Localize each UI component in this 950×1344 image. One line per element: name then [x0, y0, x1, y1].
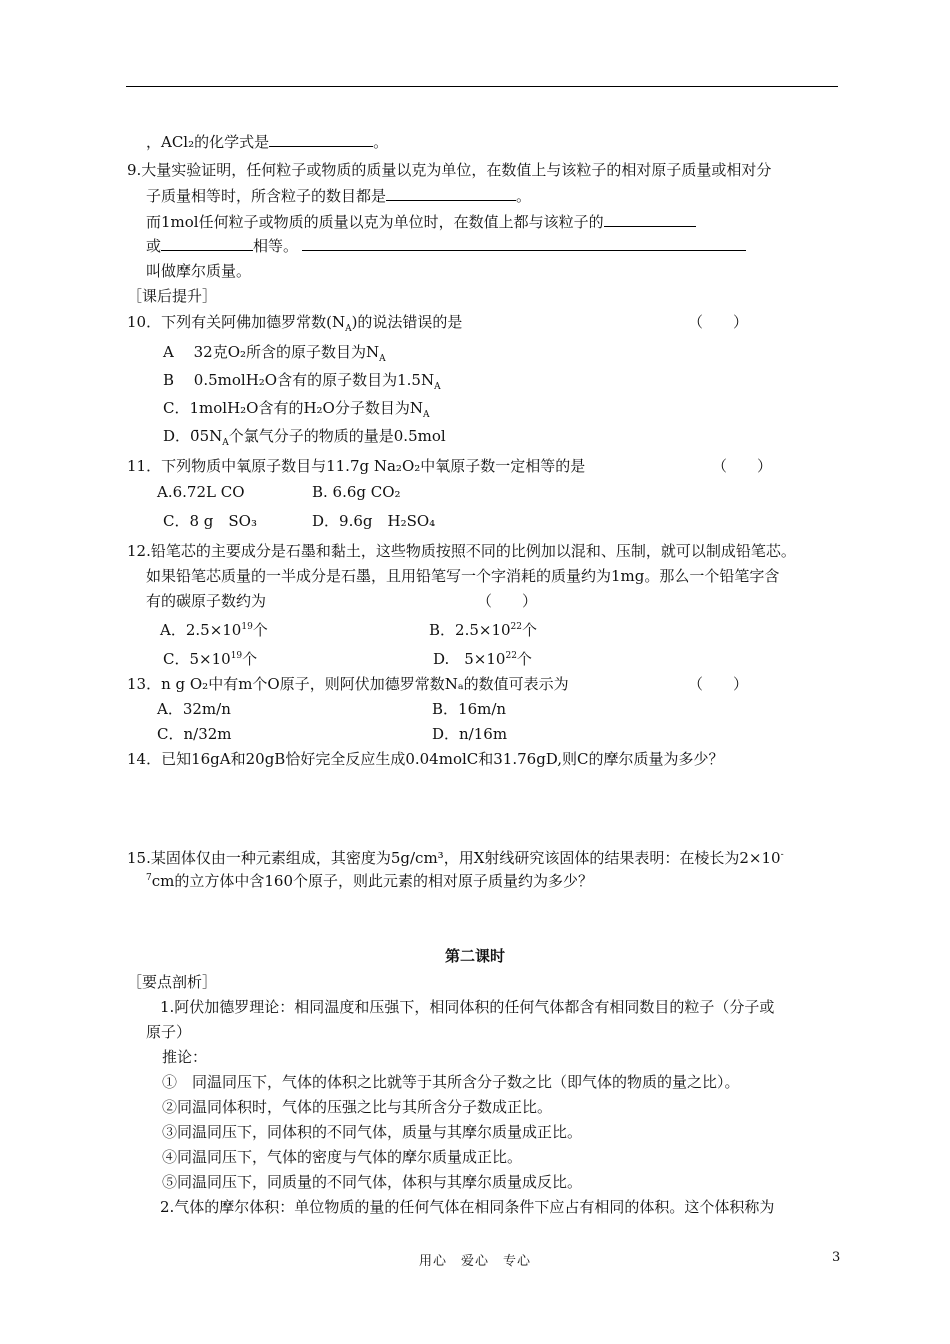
- q11-option-b: B. 6.6g CO₂: [312, 483, 401, 501]
- kp1-line1: 1.阿伏加德罗理论：相同温度和压强下，相同体积的任何气体都含有相同数目的粒子（分子或: [160, 998, 775, 1016]
- answer-blank: [386, 186, 516, 201]
- answer-blank: [269, 132, 373, 147]
- q10-stem: 10．下列有关阿佛加德罗常数$(N_A)$的说法错误的是: [127, 313, 463, 334]
- q13-option-d: D．n/16m: [432, 725, 508, 743]
- answer-blank: [604, 212, 696, 227]
- key-points-header: ［要点剖析］: [127, 973, 218, 991]
- q10-option-d: D．$0̄5N_A$个氯气分子的物质的量是0.5mol: [163, 427, 446, 448]
- q12-line2: 如果铅笔芯质量的一半成分是石墨，且用铅笔写一个字消耗的质量约为1mg。那么一个铅笔字含: [146, 567, 780, 585]
- page-number: 3: [832, 1250, 841, 1265]
- inference-3: ③同温同压下，同体积的不同气体，质量与其摩尔质量成正比。: [162, 1123, 583, 1141]
- q9-line3: 而1mol任何粒子或物质的质量以克为单位时，在数值上都与该粒子的: [146, 212, 696, 232]
- q13-option-c: C．n/32m: [157, 725, 232, 743]
- q12-option-c: C．$5\times 10^{19}$个: [163, 650, 258, 668]
- q12-line3: 有的碳原子数约为: [146, 592, 267, 610]
- lesson-title: 第二课时: [444, 947, 505, 965]
- q15-line1: 15.某固体仅由一种元素组成，其密度为5g/cm³，用X射线研究该固体的结果表明：在棱长为2×10-: [127, 849, 784, 867]
- inference-1: ① 同温同压下，气体的体积之比就等于其所含分子数之比（即气体的物质的量之比）。: [162, 1073, 740, 1091]
- q11-option-c: C．8 g SO₃: [163, 512, 257, 530]
- q15-line2: $^7$cm的立方体中含160个原子，则此元素的相对原子质量约为多少？: [146, 872, 593, 890]
- q13-answer-paren: （ ）: [688, 675, 749, 693]
- q9-line2: 子质量相等时，所含粒子的数目都是 。: [146, 187, 532, 205]
- inference-label: 推论：: [162, 1048, 208, 1066]
- inference-2: ②同温同体积时，气体的压强之比与其所含分子数成正比。: [162, 1098, 553, 1116]
- q13-option-a: A．32m/n: [157, 700, 231, 718]
- q12-answer-paren: （ ）: [477, 592, 538, 610]
- q10-option-a: A 32克O₂所含的原子数目为$N_A$: [163, 343, 386, 364]
- q12-option-d: D. $5\times 10^{22}$个: [433, 650, 532, 668]
- q11-stem: 11．下列物质中氧原子数目与11.7g Na₂O₂中氧原子数一定相等的是: [127, 457, 586, 475]
- q11-option-a: A.6.72L CO: [157, 483, 245, 501]
- footer-motto: 用心 爱心 专心: [418, 1254, 531, 1269]
- q11-option-d: D．9.6g H₂SO₄: [312, 512, 436, 530]
- q14-stem: 14．已知16gA和20gB恰好完全反应生成0.04molC和31.76gD,则C的摩尔质量为多少？: [127, 750, 724, 768]
- q13-stem: 13．n g O₂中有m个O原子，则阿伏加德罗常数Nₐ的数值可表示为: [127, 675, 569, 693]
- q10-option-b: B 0.5molH₂O含有的原子数目为$1.5N_A$: [163, 371, 441, 392]
- q12-option-b: B．$2.5\times 10^{22}$个: [429, 621, 538, 639]
- q9-line1: 9.大量实验证明，任何粒子或物质的质量以克为单位，在数值上与该粒子的相对原子质量或相对分: [127, 161, 772, 179]
- q9-line5: 叫做摩尔质量。: [146, 262, 252, 280]
- inference-4: ④同温同压下，气体的密度与气体的摩尔质量成正比。: [162, 1148, 523, 1166]
- answer-blank-long: [302, 250, 746, 251]
- q10-option-c: C．1molH₂O含有的H₂O分子数目为$N_A$: [163, 399, 430, 420]
- q11-answer-paren: （ ）: [712, 457, 773, 475]
- q12-option-a: A．$2.5\times 10^{19}$个: [160, 621, 268, 639]
- kp1-line2: 原子）: [146, 1023, 192, 1041]
- q12-line1: 12.铅笔芯的主要成分是石墨和黏土，这些物质按照不同的比例加以混和、压制，就可以制成铅笔芯。: [127, 542, 796, 560]
- kp2-line: 2.气体的摩尔体积：单位物质的量的任何气体在相同条件下应占有相同的体积。这个体积称为: [160, 1198, 775, 1216]
- q8-tail: ，ACl₂的化学式是 。: [146, 133, 389, 151]
- header-rule: [126, 86, 838, 87]
- inference-5: ⑤同温同压下，同质量的不同气体，体积与其摩尔质量成反比。: [162, 1173, 583, 1191]
- answer-blank: [161, 236, 253, 251]
- q9-line4: 或 相等。: [146, 237, 299, 255]
- section-after-class: ［课后提升］: [127, 287, 218, 305]
- q10-answer-paren: （ ）: [688, 313, 749, 331]
- q13-option-b: B．16m/n: [432, 700, 507, 718]
